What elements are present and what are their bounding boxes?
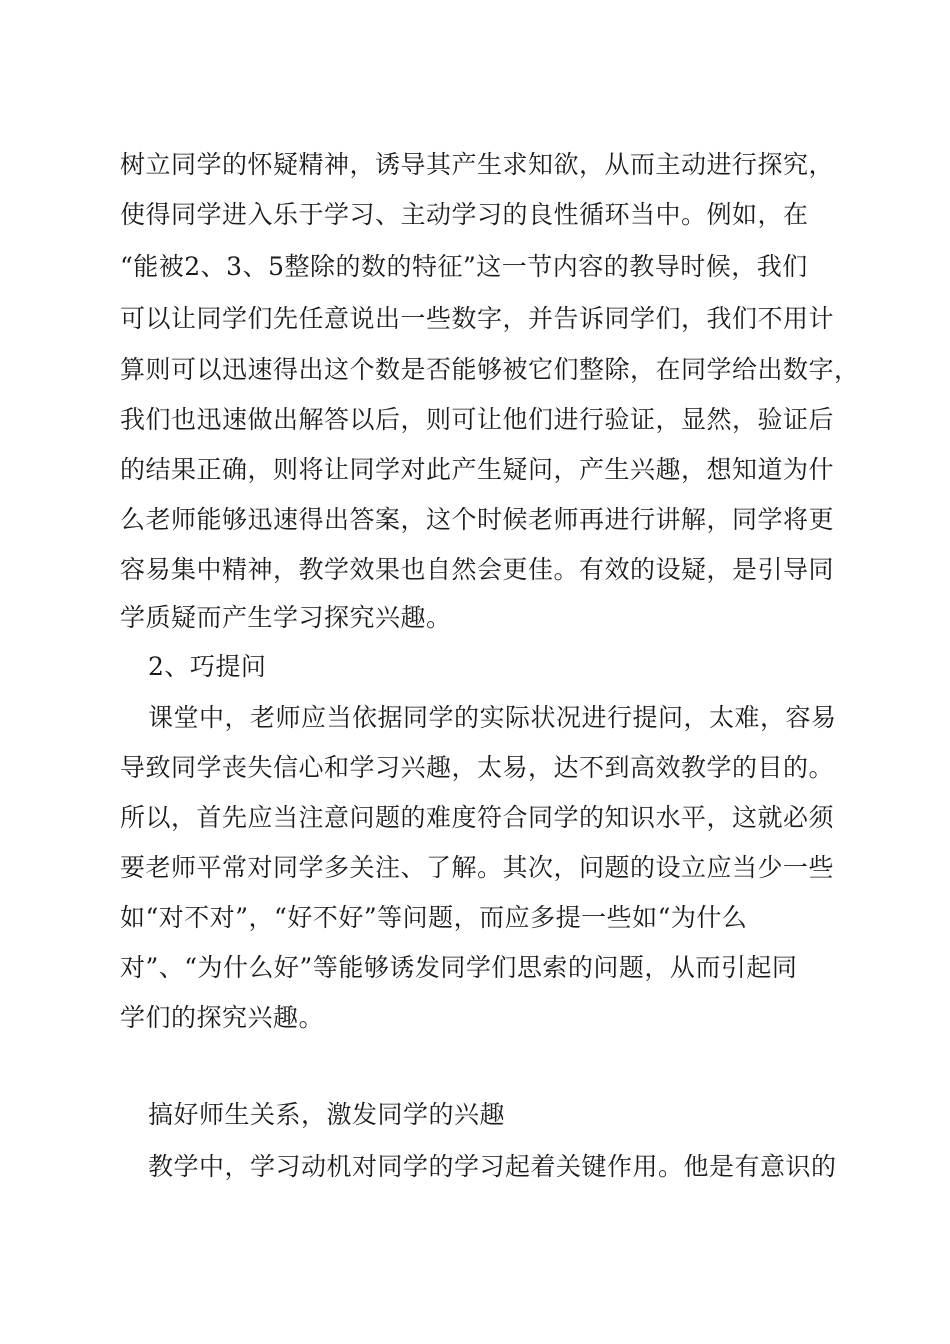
paragraph-2-line-6: 对”、“为什么好”等能够诱发同学们思索的问题，从而引起同	[120, 953, 798, 982]
paragraph-2-line-3: 所以，首先应当注意问题的难度符合同学的知识水平，这就必须	[120, 803, 835, 832]
paragraph-1-line-1: 树立同学的怀疑精神，诱导其产生求知欲，从而主动进行探究，	[120, 150, 835, 179]
paragraph-1-line-10: 学质疑而产生学习探究兴趣。	[120, 603, 452, 632]
paragraph-1-line-6: 我们也迅速做出解答以后，则可让他们进行验证，显然，验证后	[120, 405, 835, 434]
paragraph-1-line-4: 可以让同学们先任意说出一些数字，并告诉同学们，我们不用计	[120, 304, 835, 333]
paragraph-2-line-7: 学们的探究兴趣。	[120, 1003, 325, 1032]
paragraph-2-line-1: 课堂中，老师应当依据同学的实际状况进行提问，太难，容易	[148, 703, 837, 732]
paragraph-2-line-5: 如“对不对”，“好不好”等问题，而应多提一些如“为什么	[120, 903, 748, 932]
section-heading-shisheng-guanxi: 搞好师生关系，激发同学的兴趣	[148, 1100, 506, 1129]
paragraph-1-line-9: 容易集中精神，教学效果也自然会更佳。有效的设疑，是引导同	[120, 555, 835, 584]
paragraph-1-line-5: 算则可以迅速得出这个数是否能够被它们整除，在同学给出数字，	[120, 355, 860, 384]
paragraph-1-line-2: 使得同学进入乐于学习、主动学习的良性循环当中。例如，在	[120, 200, 809, 229]
paragraph-2-line-4: 要老师平常对同学多关注、了解。其次，问题的设立应当少一些	[120, 853, 835, 882]
paragraph-3-line-1: 教学中，学习动机对同学的学习起着关键作用。他是有意识的	[148, 1152, 837, 1181]
section-heading-qiao-tiwen: 2、巧提问	[148, 652, 267, 681]
paragraph-1-line-7: 的结果正确，则将让同学对此产生疑问，产生兴趣，想知道为什	[120, 455, 835, 484]
paragraph-2-line-2: 导致同学丧失信心和学习兴趣，太易，达不到高效教学的目的。	[120, 753, 835, 782]
paragraph-1-line-3: “能被2、3、5整除的数的特征”这一节内容的教导时候，我们	[120, 252, 808, 281]
paragraph-1-line-8: 么老师能够迅速得出答案，这个时候老师再进行讲解，同学将更	[120, 505, 835, 534]
